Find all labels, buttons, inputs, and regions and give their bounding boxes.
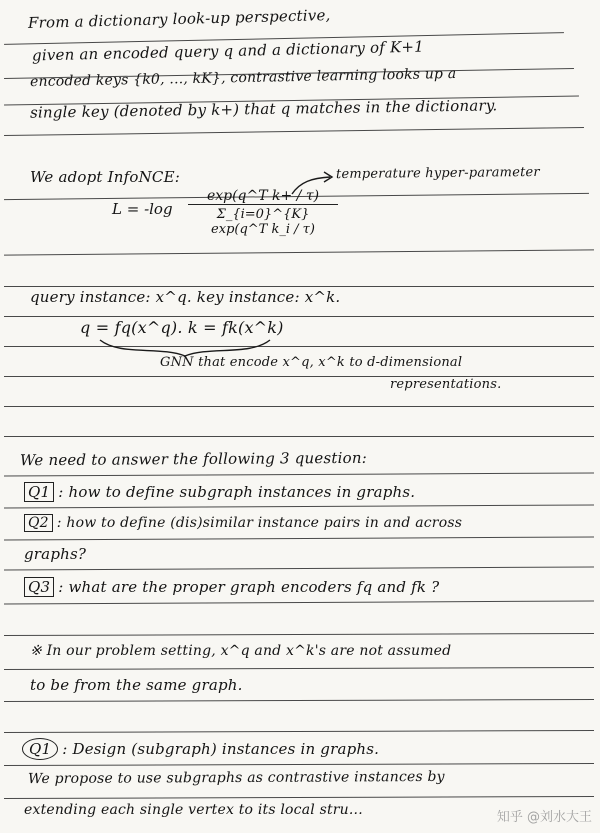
question-tag: Q1 — [22, 738, 58, 760]
question-tag: Q3 — [24, 577, 54, 597]
text-line: single key (denoted by k+) that q matches in the dictionary. — [29, 96, 498, 122]
text-line: GNN that encode x^q, x^k to d-dimensional — [160, 355, 463, 370]
text-line: ※ In our problem setting, x^q and x^k's are not assumed — [30, 643, 452, 659]
text-line: extending each single vertex to its local stru... — [24, 802, 363, 818]
question-tag: Q1 — [24, 482, 54, 502]
text-line: encoded keys {k0, ..., kK}, contrastive learning looks up a — [29, 65, 457, 91]
arrow-icon — [292, 177, 330, 194]
text-line: query instance: x^q. key instance: x^k. — [30, 288, 341, 306]
text-line: We need to answer the following 3 question: — [19, 448, 367, 470]
text-line: to be from the same graph. — [30, 676, 243, 694]
question-text: : what are the proper graph encoders fq and fk ? — [58, 578, 440, 596]
formula-lhs: L = -log — [112, 200, 173, 218]
question-tag: Q2 — [24, 514, 53, 532]
formula-denominator: Σ_{i=0}^{K} exp(q^T k_i / τ) — [188, 204, 338, 237]
text-line: We adopt InfoNCE: — [30, 168, 180, 186]
text-line: We propose to use subgraphs as contrastive instances by — [27, 768, 445, 788]
brace-icon — [100, 340, 270, 356]
formula-numerator: exp(q^T k+ / τ) — [206, 188, 320, 204]
text-line: q = fq(x^q). k = fk(x^k) — [80, 318, 284, 337]
watermark: 知乎 @刘水大王 — [496, 810, 592, 825]
text-line: representations. — [390, 377, 502, 392]
question-text: : how to define subgraph instances in graphs. — [58, 483, 416, 501]
answer-heading: : Design (subgraph) instances in graphs. — [62, 740, 380, 758]
annotation-label: temperature hyper-parameter — [335, 164, 540, 183]
text-line: given an encoded query q and a dictionary of K+1 — [31, 37, 425, 65]
question-text: : how to define (dis)similar instance pairs in and across — [56, 515, 463, 531]
text-line: From a dictionary look-up perspective, — [27, 6, 331, 32]
text-line: graphs? — [24, 545, 87, 563]
